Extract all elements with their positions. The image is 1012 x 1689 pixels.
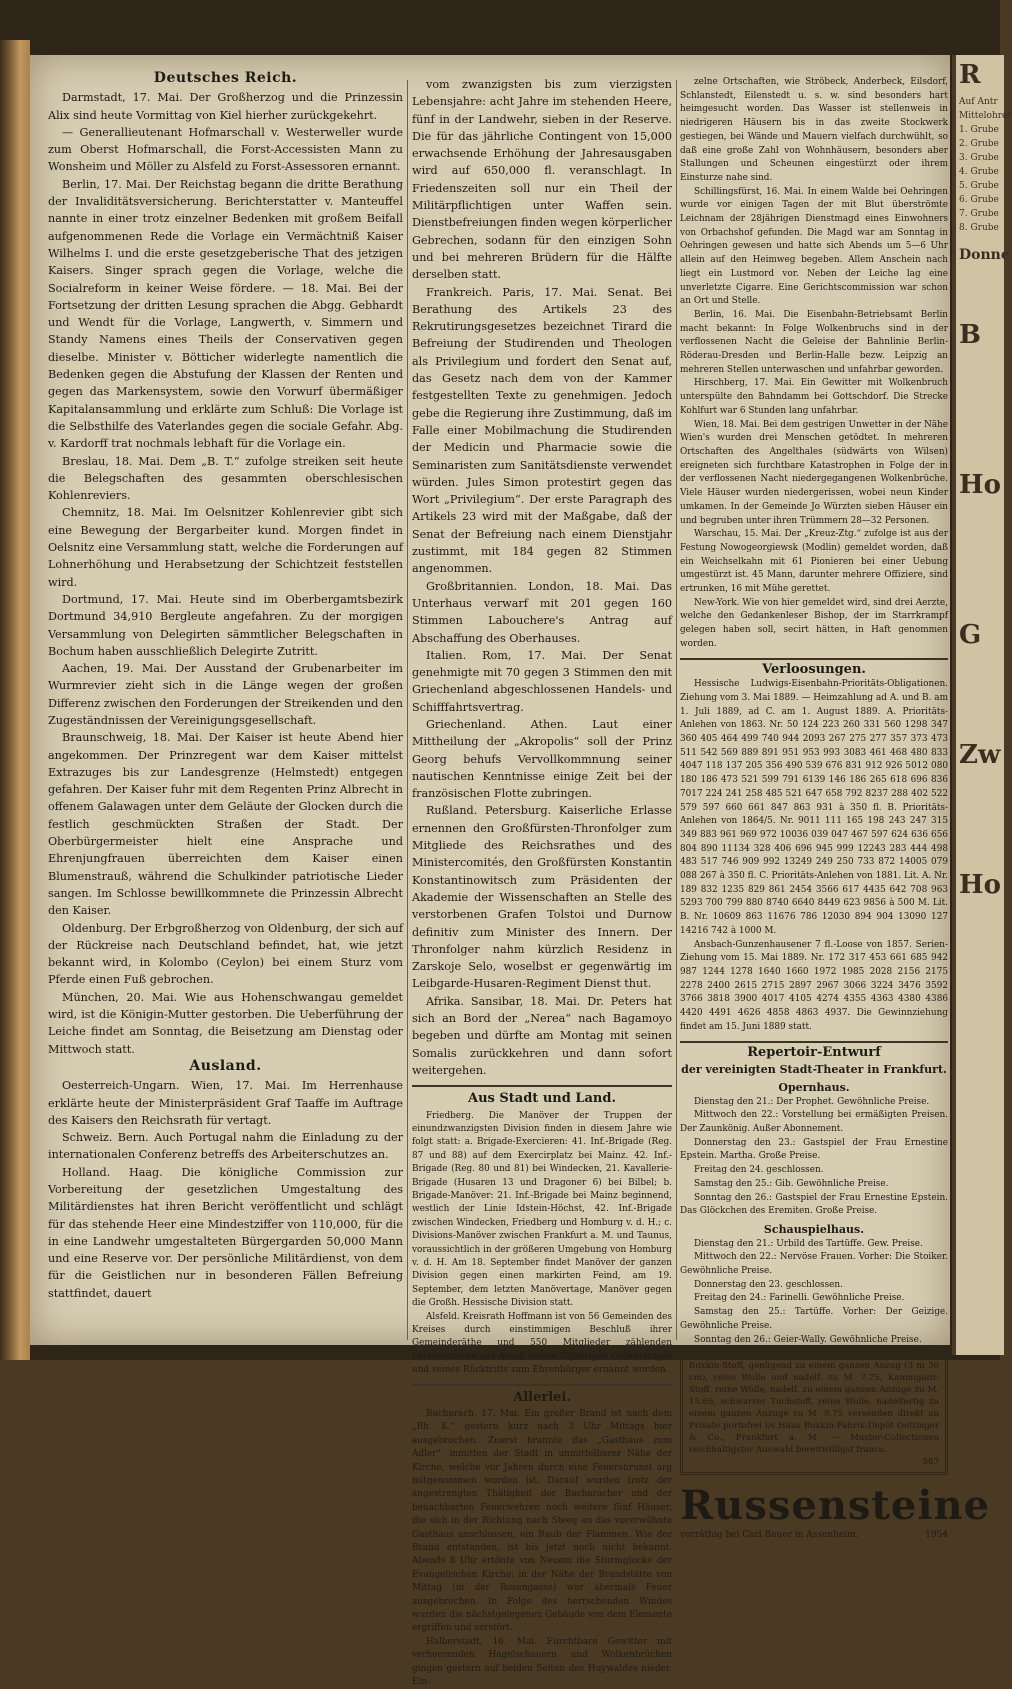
article-braunschweig: Braunschweig, 18. Mai. Der Kaiser ist heute Abend hier angekommen. Der Prinzregent war dem Kaiser mittelst Extrazuges bis zur Landesgrenze (Helmstedt) entgegen gefahren. Der Kaiser fuhr mit dem Regenten Prinz Albrecht in offenem Galawagen unter dem Geläute der Glocken durch die festlich geschmückten Straßen der Stadt. Der Oberbürgermeister hielt eine Ansprache und Ehrenjungfrauen überreichten dem Kaiser einen Blumenstrauß, während die Schulkinder patriotische Lieder sangen. Im Schlosse bewillkommnete die Prinzessin Albrecht den Kaiser. [48,731,403,918]
russensteine-title: Russensteine [680,1482,991,1530]
article-friedberg: Friedberg. Die Manöver der Truppen der einundzwanzigsten Division finden in diesem Jahre wie folgt statt: a. Brigade-Exercieren: 41. Inf.-Brigade (Reg. 87 und 88) auf dem Exercirplatz bei Mainz. 42. Inf.-Brigade (Reg. 80 und 81) bei Windecken, 21. Kavallerie-Brigade (Husaren 13 und Dragoner 6) bei Bilbel; b. Brigade-Manöver: 21. Inf.-Brigade bei Mainz beginnend, westlich der Linie Idstein-Höchst, 42. Inf.-Brigade zwischen Windecken, Friedberg und Homburg v. d. H.; c. Divisions-Manöver zwischen Frankfurt a. M. und Taunus, voraussichtlich in der größeren Umgebung von Homburg v. d. H. Am 18. September findet Manöver der ganzen Division gegen einen markirten Feind, am 19. September, dem letzten Manövertage, Manöver gegen die Großh. Hessische Division statt. [412,1110,672,1309]
article-chemnitz: Chemnitz, 18. Mai. Im Oelsnitzer Kohlenrevier gibt sich eine Bewegung der Bergarbeiter kund. Morgen findet in Oelsnitz eine Versammlung statt, welche die Forderungen auf Lohnerhöhung und Herabsetzung der Schichtzeit feststellen wird. [48,506,403,589]
schedule-entry: Freitag den 24. geschlossen. [694,1165,824,1176]
facing-heading: Ho [959,870,1001,900]
facing-line: Auf Antr [959,97,998,107]
schedule-entry: Dienstag den 21.: Urbild des Tartüffe. Gew. Preise. [694,1238,923,1249]
article-afrika: Afrika. Sansibar, 18. Mai. Dr. Peters hat sich an Bord der „Nerea“ nach Bagamoyo begeben und dürfte am Montag mit seinen Somalis zurückkehren und dann sofort weitergehen. [412,994,672,1077]
schedule-entry: Mittwoch den 22.: Vorstellung bei ermäßigten Preisen. Der Zaunkönig. Außer Abonnement. [680,1110,948,1135]
article-breslau: Breslau, 18. Mai. Dem „B. T.“ zufolge streiken seit heute die Belegschaften des gesammten oberschlesischen Kohlenreviers. [48,454,403,503]
article-frankreich: Frankreich. Paris, 17. Mai. Senat. Bei Berathung des Artikels 23 des Rekrutirungsgesetzes bezeichnet Tirard die Befreiung der Studirenden und Theologen als Privilegium und fordert den Senat auf, das Gesetz nach dem von der Kammer festgestellten Texte zu genehmigen. Jedoch gebe die Regierung ihre Zustimmung, daß im Falle einer Mobilmachung die Studirenden der Medicin und Pharmacie sowie die Seminaristen zum Sanitätsdienste verwendet würden. Jules Simon protestirt gegen das Wort „Privilegium“. Der erste Paragraph des Artikels 23 wird mit der Maßgabe, daß der Senat der Befreiung nach einem Dienstjahr zustimmt, mit 184 gegen 82 Stimmen angenommen. [412,285,672,576]
schedule-entry: Mittwoch den 22.: Nervöse Frauen. Vorher: Die Stoiker. Gewöhnliche Preise. [680,1252,948,1277]
article-berlin-eisenbahn: Berlin, 16. Mai. Die Eisenbahn-Betriebsamt Berlin macht bekannt: In Folge Wolkenbruchs sind in der verflossenen Nacht die Geleise der Bahnlinie Berlin-Röderau-Dresden und Berlin-Halle bezw. Leipzig an mehreren Stellen unterwaschen und unfahrbar geworden. [680,309,948,375]
facing-line: 3. Grube [959,153,999,163]
section-heading-repertoir: Repertoir-Entwurf [680,1041,948,1060]
section-heading-ausland: Ausland. [189,1057,262,1074]
facing-line: 1. Grube [959,125,999,135]
facing-line: 5. Grube [959,181,999,191]
article-oesterreich: Oesterreich-Ungarn. Wien, 17. Mai. Im Herrenhause erklärte heute der Ministerpräsident Graf Taaffe im Auftrage des Kaisers den Reichsrath für vertagt. [48,1079,403,1127]
section-heading-verloosungen: Verloosungen. [680,658,948,677]
buxkin-advertisement [680,1353,948,1475]
facing-heading: R [959,60,981,90]
facing-line: 6. Grube [959,195,999,205]
book-binding [0,40,30,1360]
facing-heading: B [959,320,981,350]
column-1 [48,70,403,1350]
section-heading-stadt-und-land: Aus Stadt und Land. [412,1085,672,1107]
article-schweiz: Schweiz. Bern. Auch Portugal nahm die Einladung zu der internationalen Conferenz betreffs des Arbeiterschutzes an. [48,1131,403,1162]
ad-text: Buxkin-Stoff, genügend zu einem ganzen Anzug (3 m 30 cm), reine Wolle und nadelf. zu M. 7.75, Kammgarn-Stoff, reine Wolle, nadelf. zu einem ganzen Anzuge zu M. 15.65, schwarzer Tuchstoff, reine Wolle, nadelfertig zu einem ganzen Anzuge zu M. 9.75 versenden direkt an Private portofrei i/s Haus Buxkin-Fabrik-Depôt Oettinger & Co., Frankfurt a. M. — Muster-Collectionen reichhaltigster Auswahl bereitwilligst franco. [689,1361,939,1456]
article-darmstadt: Darmstadt, 17. Mai. Der Großherzog und die Prinzessin Alix sind heute Vormittag von Kiel hierher zurückgekehrt. [48,91,403,122]
article-ortschaften: zelne Ortschaften, wie Ströbeck, Anderbeck, Eilsdorf, Schlanstedt, Eilenstedt u. s. w. sind besonders hart heimgesucht worden. Das Wasser ist stellenweis in niedrigeren Häusern bis in das zweite Stockwerk gestiegen, bei Wände und Mauern vielfach durchwühlt, so daß eine große Zahl von Wohnhäusern, besonders aber Stallungen und Scheunen eingestürzt oder ihrem Einsturze nahe sind. [680,77,948,183]
schedule-entry: Samstag den 25.: Gib. Gewöhnliche Preise. [694,1178,889,1189]
article-grossbritannien: Großbritannien. London, 18. Mai. Das Unterhaus verwarf mit 201 gegen 160 Stimmen Labouchere's Antrag auf Abschaffung des Oberhauses. [412,579,672,645]
article-halberstadt: Halberstadt, 16. Mai. Furchtbare Gewitter mit verheerenden Hagelschauern und Wolkenbrüchen gingen gestern auf beiden Seiten des Huywaldes nieder. Ein- [412,1636,672,1688]
schedule-entry: Sonntag den 26.: Gastspiel der Frau Ernestine Epstein. Das Glöckchen des Eremiten. Große Preise. [680,1192,948,1217]
schedule-entry: Donnerstag den 23.: Gastspiel der Frau Ernestine Epstein. Martha. Große Preise. [680,1137,948,1162]
article-alsfeld: Alsfeld. Kreisrath Hoffmann ist von 56 Gemeinden des Kreises durch einstimmigen Beschluß ihrer Gemeinderäthe und 550 Mitglieder zählenden Ortsvorstände aus Anlaß seines 70jährigen Geburtstages und seines Rücktritts zum Ehrenbürger ernannt worden. [412,1311,672,1376]
russensteine-advertisement [680,1482,991,1543]
article-wien: Wien, 18. Mai. Bei dem gestrigen Unwetter in der Nähe Wien's wurden drei Menschen getödtet. In mehreren Ortschaften des Angelthales (südwärts von Wilsen) ereigneten sich furchtbare Katastrophen in Folge der in der verflossenen Nacht niedergegangenen Wolkenbrüche. Viele Häuser wurden niedergerissen, wobei neun Kinder umkamen. In der Gemeinde Jo Würzten sieben Häuser ein und begruben unter ihren Trümmern 28—32 Personen. [680,419,948,526]
article-schillingsfuerst: Schillingsfürst, 16. Mai. In einem Walde bei Oehringen wurde vor einigen Tagen der mit Blut überströmte Leichnam der 28jährigen Dienstmagd eines Einwohners von Orbachshof gefunden. Die Magd war am Sonntag in Oehringen gewesen und hatte sich Abends um 5—6 Uhr allein auf den Heimweg begeben. Allem Anschein nach liegt ein Lustmord vor. Neben der Leiche lag eine unverletzte Cigarre. Eine Gerichtscommission war schon an Ort und Stelle. [680,186,948,307]
schedule-entry: Samstag den 25.: Tartüffe. Vorher: Der Geizige. Gewöhnliche Preise. [680,1307,948,1331]
section-heading-allerlei: Allerlei. [412,1384,672,1406]
article-bacharach: Bacharach, 17. Mai. Ein großer Brand ist nach dem „Rh. K.“ gestern kurz nach 3 Uhr Mittags hier ausgebrochen. Zuerst brannte das „Gasthaus zum Adler“, inmitten der Stadt in unmittelbarer Nähe der Kirche, welche vor Jahren durch eine Feuersbrunst arg mitgenommen worden ist. Darauf wurden trotz der angestrengten Thätigkeit der Bacharacher und der benachbarten Feuerwehren noch weitere fünf Häuser, die sich in der Richtung nach Steeg an das vorerwähnte Gasthaus anschlossen, ein Raub der Flammen. Wie der Brand entstanden, ist bis jetzt noch nicht bekannt. Abends 8 Uhr ertönte von Neuem die Sturmglocke der Evangelischen Kirche; in der Nähe der Brandstätte von Mittag (in der Rosengasse) war abermals Feuer ausgebrochen. In Folge des herrschenden Windes wurden die nächstgelegenen Gebäude von dem Elemente ergriffen und zerstört. [412,1408,672,1634]
facing-page-edge [952,55,1012,1355]
article-oldenburg: Oldenburg. Der Erbgroßherzog von Oldenburg, der sich auf der Rückreise nach Deutschland befindet, hat, wie jetzt bekannt wird, in Kolombo (Ceylon) bei einem Sturz vom Pferde einen Fuß gebrochen. [48,921,403,987]
facing-line: 8. Grube [959,223,999,233]
article-new-york: New-York. Wie von hier gemeldet wird, sind drei Aerzte, welche den Gedankenleser Bishop, der im Starrkrampf gelegen haben soll, secirt hätten, in Haft genommen worden. [680,597,948,649]
column-rule [676,80,677,1340]
russensteine-text: vorräthig bei Carl Bauer in Assenheim. [680,1530,859,1541]
article-warschau: Warschau, 15. Mai. Der „Kreuz-Ztg.“ zufolge ist aus der Festung Nowogeorgiewsk (Modlin) gemeldet worden, daß ein Weichselkahn mit 61 Pionieren bei einer Uebung umgestürzt ist. 45 Mann, darunter mehrere Offiziere, sind ertrunken, 16 mit Mühe gerettet. [680,529,948,595]
article-italien: Italien. Rom, 17. Mai. Der Senat genehmigte mit 70 gegen 3 Stimmen den mit Griechenland abgeschlossenen Handels- und Schifffahrtsvertrag. [412,648,672,714]
schedule-entry: Sonntag den 26.: Geier-Wally. Gewöhnliche Preise. [694,1334,922,1345]
column-2 [412,76,672,1688]
article-hofmarschall: — Generallieutenant Hofmarschall v. Westerweller wurde zum Oberst Hofmarschall, die Forst-Accessisten Mann zu Wonsheim und Möller zu Alsfeld zu Forst-Assessoren ernannt. [48,125,403,174]
facing-heading: Donne [959,247,1010,263]
article-muenchen: München, 20. Mai. Wie aus Hohenschwangau gemeldet wird, ist die Königin-Mutter gestorben. Die Ueberführung der Leiche findet am Sonntag, die Beisetzung am Dienstag oder Mittwoch statt. [48,990,403,1056]
article-dortmund: Dortmund, 17. Mai. Heute sind im Oberbergamtsbezirk Dortmund 34,910 Bergleute angefahren. Zu der morgigen Versammlung von Delegirten sämmtlicher Belegschaften in Bochum haben ausschließlich Delegirte Zutritt. [48,592,403,658]
ad-number: 587 [922,1457,939,1468]
article-berlin: Berlin, 17. Mai. Der Reichstag begann die dritte Berathung der Invaliditätsversicherung. Berichterstatter v. Manteuffel nannte in einer trotz einzelner Bedenken mit großem Beifall aufgenommenen Rede die Vorlage ein Vermächtniß Kaiser Wilhelms I. und die erste gesetzgeberische That des jetzigen Kaisers. Singer sprach gegen die Vorlage, welche die Socialreform in keiner Weise fördere. — 18. Mai. Bei der Fortsetzung der dritten Lesung sprachen die Abgg. Gebhardt und Wendt für die Vorlage, Langwerth, v. Simmern und Standy Namens eines Theils der Conservativen gegen dieselbe. Minister v. Bötticher widerlegte namentlich die Bedenken gegen die Abstufung der Klassen der Renten und gegen das Markensystem, sowie den Vorwurf übermäßiger Kapitalansammlung und erklärte zum Schluß: Die Vorlage ist die Selbsthilfe des Vaterlandes gegen die sociale Gefahr. Abg. v. Kardorff trat nochmals lebhaft für die Vorlage ein. [48,177,403,451]
facing-line: 2. Grube [959,139,999,149]
repertoir-subtitle: der vereinigten Stadt-Theater in Frankfurt. [681,1063,947,1077]
facing-heading: Zw [959,740,1001,770]
section-heading-deutsches-reich: Deutsches Reich. [153,70,298,86]
article-griechenland: Griechenland. Athen. Laut einer Mittheilung der „Akropolis“ soll der Prinz Georg behufs Vervollkommnung seiner nautischen Kenntnisse einige Zeit bei der französischen Flotte zubringen. [412,717,672,801]
schedule-entry: Donnerstag den 23. geschlossen. [694,1279,843,1290]
russensteine-number: 1954 [925,1530,948,1541]
facing-line: 7. Grube [959,209,999,219]
article-hirschberg: Hirschberg, 17. Mai. Ein Gewitter mit Wolkenbruch unterspülte den Bahndamm bei Gottschdorf. Die Strecke Kohlfurt war 6 Stunden lang unfahrbar. [680,378,948,416]
article-russland: Rußland. Petersburg. Kaiserliche Erlasse ernennen den Großfürsten-Thronfolger zum Mitgliede des Reichsrathes und des Ministercomités, den Großfürsten Konstantin Konstantinowitsch zum Präsidenten der Akademie der Wissenschaften an Stelle des verstorbenen Grafen Tolstoi und Durnow definitiv zum Minister des Innern. Der Thronfolger nahm kürzlich Residenz in Zarskoje Selo, woselbst er gegenwärtig im Leibgarde-Husaren-Regiment Dienst thut. [412,804,672,991]
facing-heading: G [959,620,982,650]
heading-opernhaus: Opernhaus. [778,1080,850,1094]
facing-line: 4. Grube [959,167,999,177]
article-holland-cont: vom zwanzigsten bis zum vierzigsten Lebensjahre: acht Jahre im stehenden Heere, fünf in der Landwehr, sieben in der Reserve. Die für das jährliche Contingent von 15,000 erwachsende Erhöhung der Jahresausgaben wird auf 650,000 fl. veranschlagt. In Friedenszeiten soll nur ein Theil der Militärpflichtigen unter Waffen sein. Dienstbefreiungen finden wegen körperlicher Gebrechen, sodann für den einzigen Sohn und bei mehreren Brüdern für die Hälfte derselben statt. [412,78,672,282]
lottery-hessische: Hessische Ludwigs-Eisenbahn-Prioritäts-Obligationen. Ziehung vom 3. Mai 1889. — Heimzahlung ad A. und B. am 1. Juli 1889, ad C. am 1. August 1889. A. Prioritäts-Anlehen von 1863. Nr. 50 124 223 260 331 560 1298 347 360 405 464 499 740 944 2093 267 275 277 357 373 473 511 542 569 889 891 951 953 993 3083 461 468 480 833 4047 118 137 205 356 490 539 676 831 912 926 5012 080 180 186 473 521 599 791 6139 146 186 265 618 696 836 7017 224 241 258 485 521 647 658 792 8237 288 402 522 579 597 660 661 847 863 931 à 350 fl. B. Prioritäts-Anlehen von 1864/5. Nr. 9011 111 165 198 243 247 315 349 883 961 969 972 10036 039 047 467 597 624 636 656 804 890 11134 328 406 696 945 999 12243 283 444 498 483 517 746 909 992 13249 249 250 733 872 14005 079 088 267 à 350 fl. C. Prioritäts-Anlehen von 1881. Lit. A. Nr. 189 832 1235 829 861 2454 3566 617 4435 642 708 963 5293 700 799 880 8740 6640 8449 623 9856 à 500 M. Lit. B. Nr. 10609 863 11676 786 12030 894 904 13090 127 14216 742 à 1000 M. [680,679,948,936]
facing-line: Mittelohrer [959,111,1012,121]
facing-heading: Ho [959,470,1001,500]
lottery-ansbach: Ansbach-Gunzenhausener 7 fl.-Loose von 1857. Serien-Ziehung vom 15. Mai 1889. Nr. 172 317 453 661 685 942 987 1244 1278 1640 1660 1972 1985 2028 2156 2175 2278 2400 2615 2715 2897 2967 3066 3224 3476 3592 3766 3818 3900 4017 4105 4274 4355 4363 4380 4386 4420 4491 4626 4858 4863 4937. Die Gewinnziehung findet am 15. Juni 1889 statt. [680,939,948,1032]
heading-schauspielhaus: Schauspielhaus. [763,1222,865,1236]
column-rule [407,80,408,1340]
schedule-entry: Dienstag den 21.: Der Prophet. Gewöhnliche Preise. [694,1096,930,1107]
article-aachen: Aachen, 19. Mai. Der Ausstand der Grubenarbeiter im Wurmrevier zieht sich in die Länge wegen der großen Differenz zwischen den Forderungen der Streikenden und den Zugeständnissen der Vereinigungsgesellschaft. [48,662,403,727]
article-holland: Holland. Haag. Die königliche Commission zur Vorbereitung der gesetzlichen Umgestaltung des Militärdienstes hat ihren Bericht veröffentlicht und schlägt für das stehende Heer eine Mindestziffer von 110,000, für die in eine Landwehr umgestalteten Bürgergarden 50,000 Mann und eine Reserve vor. Der persönliche Militärdienst, von dem für die Geistlichen nur in besonderen Fällen Befreiung stattfindet, dauert [48,1165,403,1300]
schedule-entry: Freitag den 24.: Farinelli. Gewöhnliche Preise. [694,1293,905,1304]
